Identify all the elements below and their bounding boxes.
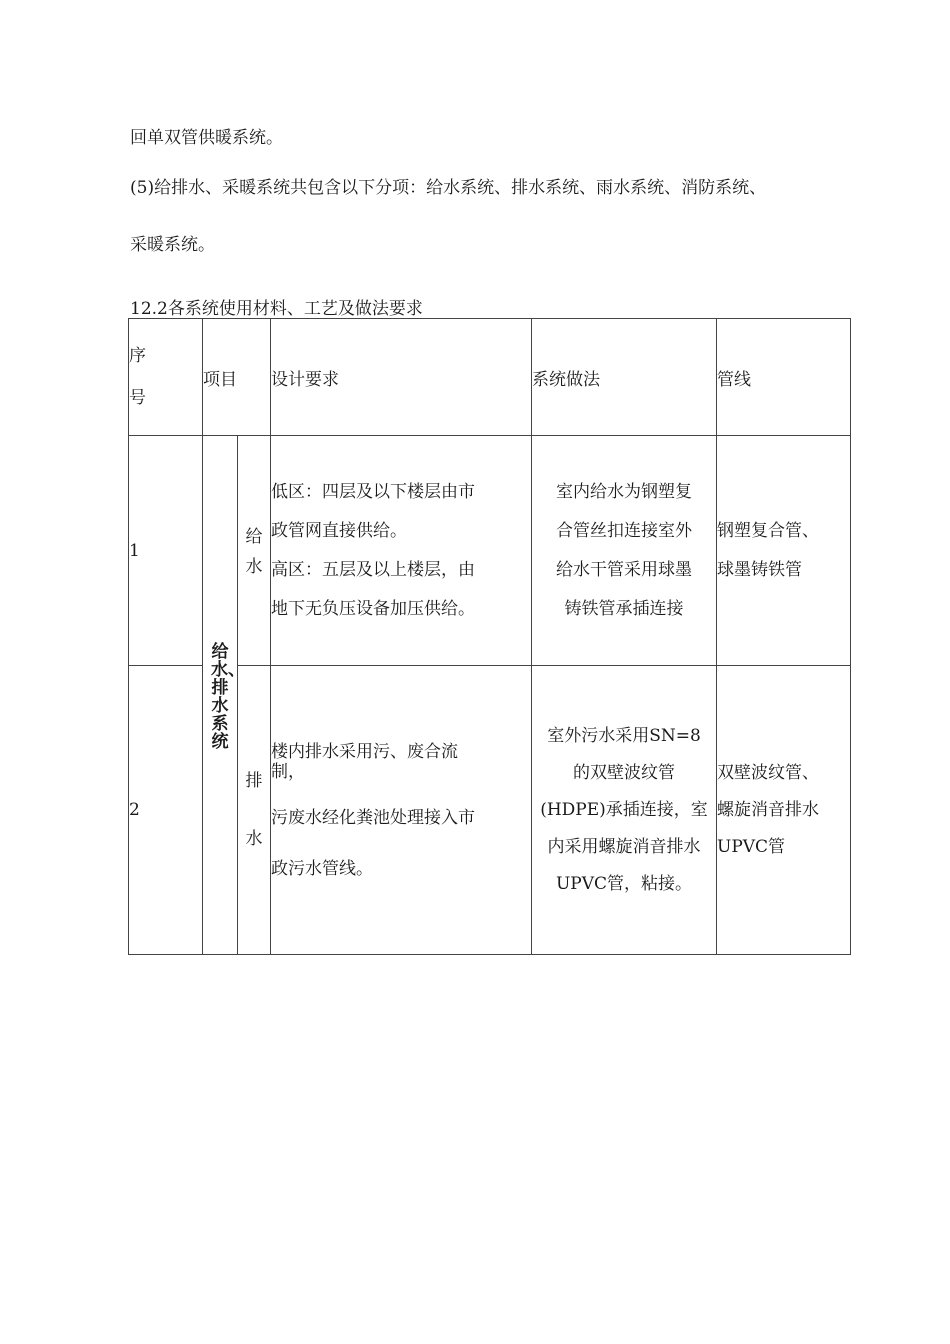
header-item: 项目 xyxy=(203,319,271,436)
row-2-pipe-line: UPVC管 xyxy=(717,837,786,857)
row-1-design-line: 低区：四层及以下楼层由市 xyxy=(271,482,475,502)
paragraph-2: (5)给排水、采暖系统共包含以下分项：给水系统、排水系统、雨水系统、消防系统、 xyxy=(130,178,767,198)
row-2-method-line: 的双壁波纹管 xyxy=(573,763,675,783)
table-row xyxy=(129,436,851,666)
row-2-pipe-line: 螺旋消音排水 xyxy=(717,800,819,820)
row-1-method xyxy=(532,436,717,666)
paragraph-3: 采暖系统。 xyxy=(130,235,215,255)
row-1-pipe-line: 钢塑复合管、 xyxy=(717,521,819,541)
row-2-pipe-line: 双壁波纹管、 xyxy=(717,763,819,783)
row-1-pipe xyxy=(717,436,851,666)
header-seq-line-2: 号 xyxy=(129,388,146,408)
table-header-row xyxy=(129,319,851,436)
group-label: 给水、排水系统 xyxy=(203,436,238,955)
row-2-design-line: 政污水管线。 xyxy=(271,858,373,879)
row-1-method-line: 铸铁管承插连接 xyxy=(564,599,684,619)
table-caption: 12.2各系统使用材料、工艺及做法要求 xyxy=(130,299,423,319)
row-2-design xyxy=(271,666,532,955)
header-seq xyxy=(129,319,203,436)
row-2-method-line: (HDPE)承插连接，室 xyxy=(540,800,708,820)
spec-table xyxy=(128,318,851,955)
row-2-method-line: 室外污水采用SN=8 xyxy=(547,726,701,746)
row-2-design-line: 污废水经化粪池处理接入市 xyxy=(271,807,475,828)
paragraph-1: 回单双管供暖系统。 xyxy=(130,128,283,148)
row-2-design-line: 楼内排水采用污、废合流 xyxy=(271,741,458,762)
header-method: 系统做法 xyxy=(532,319,717,436)
row-1-design xyxy=(271,436,532,666)
row-1-design-line: 地下无负压设备加压供给。 xyxy=(271,599,475,619)
row-1-sub: 给水 xyxy=(238,436,271,666)
row-1-method-line: 合管丝扣连接室外 xyxy=(556,521,692,541)
row-2-method-line: UPVC管，粘接。 xyxy=(555,874,693,894)
row-2-sub: 排水 xyxy=(238,666,271,955)
row-2-seq: 2 xyxy=(129,666,203,955)
row-2-method-line: 内采用螺旋消音排水 xyxy=(547,837,701,857)
header-pipe: 管线 xyxy=(717,319,851,436)
header-design: 设计要求 xyxy=(271,319,532,436)
row-2-design-line: 制， xyxy=(271,761,305,782)
row-2-pipe xyxy=(717,666,851,955)
row-1-method-line: 室内给水为钢塑复 xyxy=(556,482,692,502)
row-1-design-line: 政管网直接供给。 xyxy=(271,521,407,541)
row-1-method-line: 给水干管采用球墨 xyxy=(556,560,692,580)
row-1-design-line: 高区：五层及以上楼层，由 xyxy=(271,560,475,580)
row-2-method xyxy=(532,666,717,955)
header-seq-line-1: 序 xyxy=(129,346,146,366)
row-1-seq: 1 xyxy=(129,436,203,666)
table-row xyxy=(129,666,851,955)
row-1-pipe-line: 球墨铸铁管 xyxy=(717,560,802,580)
